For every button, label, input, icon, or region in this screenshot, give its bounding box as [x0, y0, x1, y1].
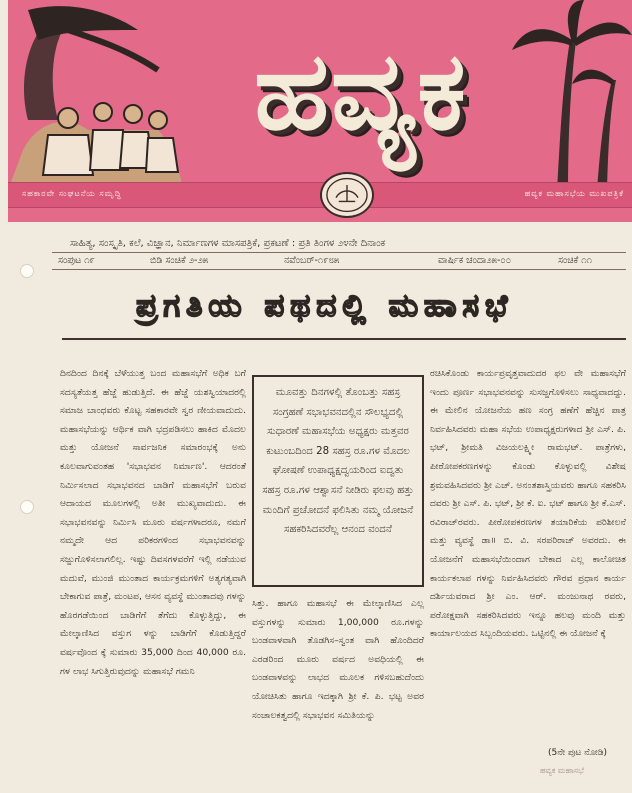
highlight-box — [252, 375, 424, 587]
article-column-1 — [60, 365, 246, 785]
article-headline: ಪ್ರಗತಿಯ ಪಥದಲ್ಲಿ ಮಹಾಸಭೆ — [136, 288, 514, 324]
issue-info-bar — [52, 252, 626, 270]
issue-date: ನವೆಂಬರ್-೧೯೮೫ — [284, 255, 340, 266]
article-column-2 — [252, 595, 424, 785]
single-issue-price: ಬಿಡಿ ಸಂಚಿಕೆ ೨-೨೫ — [150, 255, 209, 266]
masthead-band-right-text: ಹವ್ಯಕ ಮಹಾಸಭೆಯ ಮುಖಪತ್ರಿಕೆ — [524, 189, 624, 198]
masthead-palm-illustration — [512, 0, 632, 190]
punch-hole — [20, 500, 34, 514]
masthead — [8, 0, 632, 222]
masthead-band-left-text: ಸಹಕಾರವೇ ಸಂಘಟನೆಯ ಸಮೃದ್ಧಿ — [22, 189, 122, 198]
tagline: ಸಾಹಿತ್ಯ, ಸಂಸ್ಕೃತಿ, ಕಲೆ, ವಿಜ್ಞಾನ, ನಿರ್ಮಾಣಗಳ ಮಾಸಪತ್ರಿಕೆ, ಪ್ರಕಟಣೆ : ಪ್ರತಿ ತಿಂಗಳ ೨೪ನೇ ದಿನಾಂಕ — [70, 238, 386, 249]
subscription-price: ವಾರ್ಷಿಕ ಚಂದಾ೨೫-೦೦ — [438, 255, 512, 266]
column-3-text: ರಚಿಸಿಕೊಂಡು ಕಾರ್ಯಪ್ರವೃತ್ತವಾದುದರ ಫಲ ವೇ ಮಹಾಸಭೆಗೆ ಇಂದು ಪೂರ್ಣ ಸಭಾಭವನವನ್ನು ಸುಸಜ್ಜಗೊಳಿಸಲು ಸಾಧ್ಯವಾದದ್ದು. ಈ ಮೇಲಿನ ಯೋಜನೆಯ ಹಣ ಸಂಗ್ರ ಹಣೆಗೆ ಹೆಚ್ಚಿನ ಪಾತ್ರ ನಿರ್ವಹಿಸಿದವರು ಮಹಾ ಸಭೆಯ ಉಪಾಧ್ಯಕ್ಷರುಗಳಾದ ಶ್ರೀ ಎಸ್. ಪಿ. ಭಟ್, ಶ್ರೀಮತಿ ವಿಜಯಲಕ್ಷ್ಮೀ ರಾಮಭಟ್. ಪಾತ್ರೆಗಳು, ಪೀಠೋಪಕರಣಗಳನ್ನು ಕೊಂಡು ಕೊಳ್ಳುವಲ್ಲಿ ವಿಶೇಷ ಶ್ರಮವಹಿಸಿದವರು ಶ್ರೀ ಎಚ್. ಅನಂತಶಾಸ್ತ್ರಿಯವರು ಹಾಗೂ ಸಹಕರಿಸಿ ದವರು ಶ್ರೀ ಎಸ್. ಪಿ. ಭಟ್, ಶ್ರೀ ಕೆ. ಐ. ಭಟ್ ಹಾಗೂ ಶ್ರೀ ಕೆ.ಎಸ್. ರವಿರಾಜ್‌ರವರು. ಪೀಠೋಪಕರಣಗಳ ತಯಾರಿಕೆಯ ಪರಿಶೀಲನೆ ಮತ್ತು ವ್ಯವಸ್ಥೆ ಡಾ॥ ಬಿ. ವಿ. ಸರಪರಿರಾಜ್ ಅವರದು. ಈ ಯೋಜನೆಗೆ ಮಹಾಸಭೆಯಿಂದಾಗ ಬೇಕಾದ ಎಲ್ಲ ಕಾಲೋಚಿತ ಕಾರ್ಯಕಲಾಪ ಗಳನ್ನು ನಿರ್ವಹಿಸಿದವರು ಗೌರವ ಪ್ರಧಾನ ಕಾರ್ಯ ದರ್ಶಿಯವರಾದ ಶ್ರೀ ಎಂ. ಆರ್. ಮಂಜುನಾಥ ರವರು, ಪರೋಕ್ಷವಾಗಿ ಸಹಕರಿಸಿದವರು ಇನ್ನೂ ಹಲವು ಮಂದಿ ಮತ್ತು ಕಾರ್ಯಾಲಯದ ಸಿಬ್ಬಂದಿಯವರು. ಒಟ್ಟಿನಲ್ಲಿ ಈ ಯೋಜನೆ ಕ್ಕೆ — [430, 368, 626, 640]
punch-hole — [20, 264, 34, 278]
volume-label: ಸಂಪುಟ ೧೯ — [58, 255, 95, 266]
masthead-illustration-left — [8, 0, 188, 190]
continued-note: (5ನೇ ಪುಟ ನೋಡಿ) — [548, 748, 607, 758]
headline-rule — [62, 338, 626, 340]
column-2-text: ಸಿತ್ತು. ಹಾಗೂ ಮಹಾಸಭೆ ಈ ಮೇಲ್ಕಾಣಿಸಿದ ಎಲ್ಲ ವಸ್ತುಗಳನ್ನು ಸುಮಾರು 1,00,000 ರೂ.ಗಳನ್ನು ಬಂಡವಾಳವಾಗಿ ತೊಡಗಿಸ–ಸ್ವಂತ ವಾಗಿ ಹೊಂದಿದರೆ ಎರಡರಿಂದ ಮೂರು ವರ್ಷದ ಅವಧಿಯಲ್ಲಿ ಈ ಬಂಡವಾಳವನ್ನು ಲಾಭದ ಮೂಲಕ ಗಳಿಸಬಹುದೆಂದು ಯೋಚಿಸಿತು ಹಾಗೂ ಇದಕ್ಕಾಗಿ ಶ್ರೀ ಕೆ. ಪಿ. ಭಟ್ಟ ಅವರ ಸಂಚಾಲಕತ್ವದಲ್ಲಿ ಸಭಾಭವನ ಸಮಿತಿಯನ್ನು — [252, 598, 424, 721]
masthead-title: ಹವ್ಯಕ — [254, 29, 468, 154]
column-1-text: ದಿನದಿಂದ ದಿನಕ್ಕೆ ಬೆಳೆಯುತ್ತ ಬಂದ ಮಹಾಸಭೆಗೆ ಅಧಿಕ ಬಗೆ ಸದಸ್ಯತೆಯತ್ತ ಹೆಜ್ಜೆ ಹುಡುತ್ತಿದೆ. ಈ ಹೆಜ್ಜೆ ಯಶಸ್ವಿಯಾದರಲ್ಲಿ ಸಮಾಜ ಬಾಂಧವರು ಕೊಟ್ಟ ಸಹಕಾರವೇ ಸ್ವರ ಣೀಯವಾದುದು. ಮಹಾಸಭೆಯನ್ನು ಆರ್ಥಿಕ ವಾಗಿ ಭದ್ರಪಡಿಸಲು ಹಾಕಿದ ಮೊದಲ ಮತ್ತು ಯೋಜನೆ ಸಾರ್ವಜನಿಕ ಸಮಾರಂಭಕ್ಕೆ ಅನು ಕೂಲವಾಗುವಂತಹ 'ಸಭಾಭವನ ನಿರ್ಮಾಣ'. ಆದರಂತೆ ನಿರ್ಮಿಸಲಾದ ಸಭಾಭವನದ ಬಾಡಿಗೆ ಮಹಾಸಭೆಗೆ ಬರುವ ಆದಾಯದ ಮೂಲಗಳಲ್ಲಿ ಅತೀ ಮುಖ್ಯವಾದುದು. ಈ ಸಭಾಭವನವನ್ನು ನಿರ್ಮಿಸಿ ಮೂರು ವರ್ಷಗಳಾದರೂ, ನಮಗೆ ನಮ್ಮದೇ ಆದ ಪರಿಕರಗಳಿಂದ ಸಭಾಭವನವನ್ನು ಸಜ್ಜುಗೊಳಿಸಲಾಗಲಿಲ್ಲ. ಇಷ್ಟು ದಿವಸಗಳವರೆಗೆ ಇಲ್ಲಿ ನಡೆಯುವ ಮದುವೆ, ಮುಂಜಿ ಮುಂತಾದ ಕಾರ್ಯಕ್ರಮಗಳಿಗೆ ಅತ್ಯಗತ್ಯವಾಗಿ ಬೇಕಾಗುವ ಪಾತ್ರೆ, ಮಂಟಪ, ಆಸನ ವ್ಯವಸ್ಥೆ ಮುಂತಾದವು ಗಳನ್ನು ಹೊರಗಡೆಯಿಂದ ಬಾಡಿಗೆಗೆ ತೆಗೆದು ಕೊಳ್ಳುತ್ತಿದ್ದು, ಈ ಮೇಲ್ಕಾಣಿಸಿದ ವಸ್ತುಗ ಳನ್ನು ಬಾಡಿಗೆಗೆ ಕೊಡುತ್ತಿದ್ದರೆ ವರ್ಷವೊಂದ ಕ್ಕೆ ಸುಮಾರು 35,000 ದಿಂದ 40,000 ರೂ. ಗಳ ಲಾಭ ಸಿಗುತ್ತಿರುವುದನ್ನು ಮಹಾಸಭೆ ಗಮನಿ — [60, 368, 246, 677]
footer-mark: ಹವ್ಯಕ ಮಹಾಸಭೆ — [540, 766, 584, 775]
highlight-box-text: ಮೂವತ್ತು ದಿನಗಳಲ್ಲಿ ತೊಂಬತ್ತು ಸಹಸ್ರ ಸಂಗ್ರಹಣೆ ಸಭಾಭವನದಲ್ಲಿನ ಸೌಲಭ್ಯದಲ್ಲಿ ಸುಧಾರಣೆ ಮಹಾಸಭೆಯ ಅಧ್ಯಕ್ಷರು ಮತ್ತವರ ಕುಟುಂಬದಿಂದ 28 ಸಹಸ್ರ ರೂ.ಗಳ ಮೊದಲ ಘೋಷಣೆ ಉಪಾಧ್ಯಕ್ಷದ್ವಯರಿಂದ ಐದ್ವತು ಸಹಸ್ರ ರೂ.ಗಳ ಆಶ್ವಾಸನೆ ನೀಡಿರು ಫಲವು ಹತ್ತು ಮಂದಿಗೆ ಪ್ರಚೋದನೆ ಫಲಿಸಿತು ನಮ್ಮ ಯೋಜನೆ ಸಹಕರಿಸಿದವರೆಲ್ಲ ಆನಂದ ವಂದನೆ — [262, 387, 414, 536]
seal-emblem-icon — [320, 172, 374, 218]
issue-number: ಸಂಚಿಕೆ ೧೧ — [558, 255, 592, 266]
article-column-3 — [430, 365, 626, 765]
